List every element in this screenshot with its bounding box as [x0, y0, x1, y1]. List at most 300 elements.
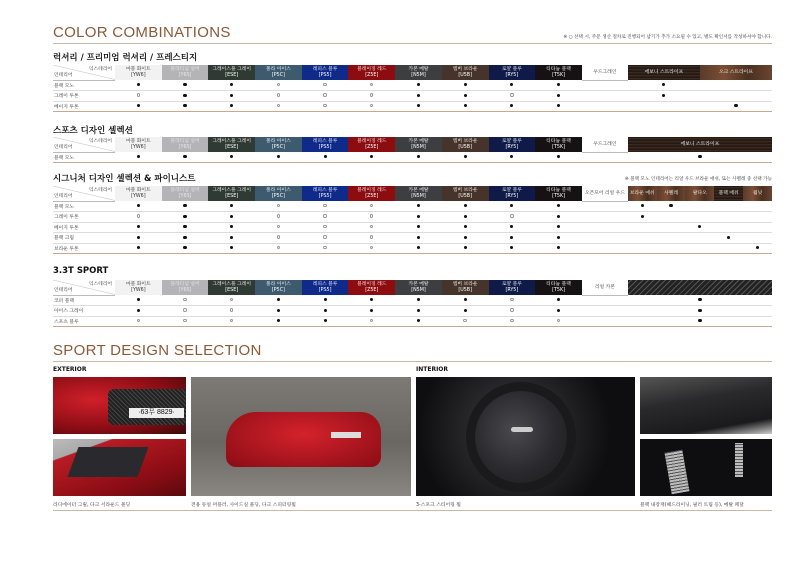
standard-dot-icon [464, 204, 467, 207]
interior-label: 베이지 투톤 [53, 101, 115, 112]
standard-dot-icon [230, 215, 233, 218]
availability-cell [255, 201, 302, 212]
optional-circle-icon [370, 104, 373, 107]
color-code: [Y6S] [178, 287, 192, 293]
standard-dot-icon [183, 236, 186, 239]
availability-cell [442, 201, 489, 212]
interior-axis-label: 인테리어 [54, 194, 73, 199]
wood-availability-cell [628, 233, 657, 244]
wood-availability-cell [628, 212, 657, 223]
availability-cell [442, 212, 489, 223]
color-table [53, 280, 772, 327]
standard-dot-icon [641, 215, 644, 218]
photo-side-molding [53, 439, 186, 496]
availability-cell [115, 295, 162, 306]
table-row [53, 306, 772, 317]
availability-cell [255, 91, 302, 102]
standard-dot-icon [417, 319, 420, 322]
interior-label: 그레이 투톤 [53, 91, 115, 102]
availability-cell [255, 233, 302, 244]
availability-cell [582, 91, 628, 102]
exterior-color-header [489, 280, 536, 295]
interior-label: 블랙 크림 [53, 233, 115, 244]
wood-availability-cell [657, 212, 686, 223]
color-code: [P5C] [271, 193, 285, 199]
availability-cell [348, 306, 395, 317]
table-row [53, 212, 772, 223]
exterior-color-header [302, 65, 349, 80]
color-code: [P5C] [271, 144, 285, 150]
standard-dot-icon [464, 246, 467, 249]
availability-cell [395, 306, 442, 317]
optional-circle-icon [230, 308, 233, 311]
optional-circle-icon [277, 104, 280, 107]
wood-option-header: 팔다오 [685, 186, 714, 201]
color-name: 로얄 블루 [501, 67, 522, 72]
availability-cell [208, 212, 255, 223]
color-code: [YW6] [131, 72, 146, 78]
availability-cell [535, 306, 582, 317]
exterior-color-header [208, 280, 255, 295]
availability-cell [535, 80, 582, 91]
availability-cell [395, 91, 442, 102]
wood-availability-cell [657, 222, 686, 233]
optional-circle-icon [230, 298, 233, 301]
corner-header [53, 137, 115, 152]
optional-circle-icon [370, 93, 373, 96]
color-name: 마블 화이트 [125, 139, 151, 144]
table-row [53, 243, 772, 254]
availability-cell [302, 201, 349, 212]
divider [53, 510, 772, 511]
standard-dot-icon [417, 104, 420, 107]
wood-option-header: 브라운 애쉬 [628, 186, 657, 201]
standard-dot-icon [137, 298, 140, 301]
table-row [53, 222, 772, 233]
wood-availability-cell [657, 243, 686, 254]
photo-steering-wheel [416, 377, 635, 496]
photo-rear-car [191, 377, 411, 496]
interior-axis-label: 인테리어 [54, 145, 73, 150]
availability-cell [395, 212, 442, 223]
availability-cell [535, 152, 582, 163]
standard-dot-icon [557, 236, 560, 239]
standard-dot-icon [417, 83, 420, 86]
availability-cell [302, 316, 349, 327]
color-code: [Z5E] [365, 287, 379, 293]
availability-cell [395, 316, 442, 327]
exterior-color-header [115, 137, 162, 152]
standard-dot-icon [417, 309, 420, 312]
table-row [53, 201, 772, 212]
availability-cell [535, 243, 582, 254]
exterior-color-header [255, 280, 302, 295]
availability-cell [395, 243, 442, 254]
interior-label: 스포츠 블루 [53, 316, 115, 327]
availability-cell [489, 222, 536, 233]
standard-dot-icon [557, 309, 560, 312]
standard-dot-icon [277, 309, 280, 312]
optional-circle-icon [323, 83, 326, 86]
exterior-color-header [489, 137, 536, 152]
standard-dot-icon [230, 83, 233, 86]
standard-dot-icon [417, 204, 420, 207]
wood-availability-cell [685, 243, 714, 254]
wood-type-header: 리얼 카본 [582, 280, 628, 295]
optional-circle-icon [277, 204, 280, 207]
standard-dot-icon [698, 309, 701, 312]
standard-dot-icon [557, 215, 560, 218]
wood-availability-cell [628, 80, 700, 91]
standard-dot-icon [464, 298, 467, 301]
availability-cell [535, 201, 582, 212]
exterior-color-header [115, 65, 162, 80]
availability-cell [208, 306, 255, 317]
color-code: [U5B] [458, 72, 472, 78]
exterior-color-header [395, 137, 442, 152]
availability-cell [162, 233, 209, 244]
wood-availability-cell [628, 295, 772, 306]
window [68, 447, 149, 477]
standard-dot-icon [370, 309, 373, 312]
availability-cell [489, 316, 536, 327]
color-code: [ESE] [225, 72, 239, 78]
interior-label: 블랙 모노 [53, 201, 115, 212]
exterior-color-header [255, 137, 302, 152]
availability-cell [582, 222, 628, 233]
order-note: ※ ○ 선택 시, 주문 생산 절차로 진행되어 납기가 추가 소요될 수 있고, 별도 확인서를 작성하셔야 합니다. [563, 35, 772, 40]
optional-circle-icon [370, 225, 373, 228]
standard-dot-icon [464, 94, 467, 97]
availability-cell [535, 91, 582, 102]
color-name: 레피스 블루 [312, 139, 338, 144]
color-code: [Z5E] [365, 144, 379, 150]
availability-cell [489, 101, 536, 112]
color-code: [T5K] [552, 144, 565, 150]
optional-circle-icon [137, 319, 140, 322]
availability-cell [208, 80, 255, 91]
availability-cell [255, 222, 302, 233]
standard-dot-icon [230, 246, 233, 249]
wood-option-header [628, 280, 772, 295]
standard-dot-icon [557, 225, 560, 228]
availability-cell [489, 243, 536, 254]
wood-availability-cell [685, 222, 714, 233]
exterior-color-header [162, 186, 209, 201]
standard-dot-icon [464, 236, 467, 239]
exterior-color-header [489, 65, 536, 80]
caption-steering: 3-스포크 스티어링 휠 [416, 503, 461, 508]
wood-availability-cell [743, 201, 772, 212]
color-name: 그레이스풀 그레이 [212, 188, 252, 193]
wood-availability-cell [743, 243, 772, 254]
standard-dot-icon [417, 236, 420, 239]
exterior-color-header [442, 137, 489, 152]
color-name: 티타늄 블랙 [546, 67, 571, 72]
standard-dot-icon [370, 155, 373, 158]
wood-option-header: 에보니 스트라이프 [628, 65, 700, 80]
standard-dot-icon [464, 155, 467, 158]
color-code: [Y6S] [178, 144, 192, 150]
sport-design-title: SPORT DESIGN SELECTION [53, 342, 262, 359]
exterior-color-header [162, 280, 209, 295]
divider [53, 43, 772, 44]
standard-dot-icon [137, 204, 140, 207]
availability-cell [582, 152, 628, 163]
standard-dot-icon [557, 83, 560, 86]
availability-cell [489, 152, 536, 163]
wood-option-header: 블랙 애쉬 [714, 186, 743, 201]
optional-circle-icon [557, 319, 560, 322]
standard-dot-icon [183, 94, 186, 97]
wood-availability-cell [628, 152, 772, 163]
wood-option-header: 오크 스트라이프 [700, 65, 772, 80]
availability-cell [442, 316, 489, 327]
wood-type-header: 우드그레인 [582, 65, 628, 80]
standard-dot-icon [557, 204, 560, 207]
color-code: [Z5E] [365, 193, 379, 199]
availability-cell [115, 212, 162, 223]
table-row [53, 295, 772, 306]
optional-circle-icon [323, 104, 326, 107]
exterior-color-header [535, 280, 582, 295]
standard-dot-icon [183, 246, 186, 249]
availability-cell [208, 101, 255, 112]
exterior-color-header [348, 65, 395, 80]
availability-cell [302, 222, 349, 233]
optional-circle-icon [323, 246, 326, 249]
standard-dot-icon [137, 83, 140, 86]
interior-label: 베이지 투톤 [53, 222, 115, 233]
exterior-color-header [208, 65, 255, 80]
availability-cell [302, 233, 349, 244]
availability-cell [442, 295, 489, 306]
availability-cell [208, 201, 255, 212]
availability-cell [535, 222, 582, 233]
availability-cell [582, 306, 628, 317]
availability-cell [208, 316, 255, 327]
optional-circle-icon [323, 235, 326, 238]
standard-dot-icon [557, 298, 560, 301]
standard-dot-icon [510, 236, 513, 239]
availability-cell [489, 80, 536, 91]
availability-cell [115, 91, 162, 102]
exterior-axis-label: 익스테리어 [88, 282, 112, 287]
availability-cell [302, 91, 349, 102]
standard-dot-icon [183, 83, 186, 86]
color-combinations-title: COLOR COMBINATIONS [53, 24, 231, 41]
availability-cell [442, 222, 489, 233]
standard-dot-icon [510, 204, 513, 207]
standard-dot-icon [324, 309, 327, 312]
availability-cell [442, 243, 489, 254]
availability-cell [208, 233, 255, 244]
standard-dot-icon [557, 246, 560, 249]
exterior-color-header [302, 186, 349, 201]
standard-dot-icon [417, 215, 420, 218]
availability-cell [115, 101, 162, 112]
availability-cell [582, 233, 628, 244]
color-code: [RY5] [505, 193, 519, 199]
standard-dot-icon [230, 94, 233, 97]
wood-type-header: 우드그레인 [582, 137, 628, 152]
color-code: [T5K] [552, 193, 565, 199]
standard-dot-icon [510, 155, 513, 158]
exterior-color-header [442, 280, 489, 295]
availability-cell [442, 101, 489, 112]
corner-header [53, 186, 115, 201]
availability-cell [162, 80, 209, 91]
corner-header [53, 280, 115, 295]
wood-availability-cell [628, 91, 700, 102]
standard-dot-icon [230, 104, 233, 107]
availability-cell [208, 295, 255, 306]
color-name: 엠버 브라운 [452, 67, 478, 72]
wood-availability-cell [700, 101, 772, 112]
color-code: [RY5] [505, 287, 519, 293]
color-name: 레피스 블루 [312, 282, 338, 287]
photo-front-grille [53, 377, 186, 434]
color-name: 카본 메탈 [408, 188, 429, 193]
exterior-color-header [395, 280, 442, 295]
availability-cell [348, 212, 395, 223]
color-name: 폴라 아이스 [266, 188, 291, 193]
color-name: 마블 화이트 [125, 188, 151, 193]
color-code: [P5C] [271, 72, 285, 78]
exterior-color-header [489, 186, 536, 201]
wood-availability-cell [628, 243, 657, 254]
optional-circle-icon [277, 93, 280, 96]
exterior-color-header [348, 280, 395, 295]
wood-availability-cell [685, 201, 714, 212]
availability-cell [162, 152, 209, 163]
standard-dot-icon [756, 246, 759, 249]
availability-cell [302, 243, 349, 254]
availability-cell [582, 101, 628, 112]
wood-availability-cell [743, 222, 772, 233]
color-code: [RY5] [505, 72, 519, 78]
availability-cell [302, 80, 349, 91]
wood-option-header: 월넛 [743, 186, 772, 201]
color-name: 티타늄 블랙 [546, 139, 571, 144]
exterior-color-header [302, 137, 349, 152]
availability-cell [582, 80, 628, 91]
wood-availability-cell [714, 243, 743, 254]
standard-dot-icon [137, 155, 140, 158]
wood-availability-cell [628, 316, 772, 327]
color-name: 레피스 블루 [312, 67, 338, 72]
exterior-color-header [255, 186, 302, 201]
color-name: 마블 화이트 [125, 67, 151, 72]
color-name: 카본 메탈 [408, 139, 429, 144]
exterior-color-header [162, 137, 209, 152]
optional-circle-icon [230, 319, 233, 322]
standard-dot-icon [417, 225, 420, 228]
optional-circle-icon [183, 308, 186, 311]
standard-dot-icon [277, 298, 280, 301]
optional-circle-icon [510, 214, 513, 217]
availability-cell [582, 201, 628, 212]
optional-circle-icon [370, 235, 373, 238]
availability-cell [489, 306, 536, 317]
wood-availability-cell [628, 201, 657, 212]
color-name: 그레이스풀 그레이 [212, 67, 252, 72]
availability-cell [489, 91, 536, 102]
car-body [226, 412, 381, 467]
availability-cell [348, 222, 395, 233]
standard-dot-icon [137, 246, 140, 249]
exterior-color-header [302, 280, 349, 295]
corner-header [53, 65, 115, 80]
availability-cell [489, 212, 536, 223]
color-code: [PS5] [318, 193, 332, 199]
exterior-color-header [162, 65, 209, 80]
exterior-color-header [535, 65, 582, 80]
color-name: 티타늄 블랙 [546, 188, 571, 193]
availability-cell [395, 152, 442, 163]
availability-cell [348, 91, 395, 102]
color-name: 플래티넘 실버 [170, 67, 200, 72]
exterior-color-header [395, 65, 442, 80]
wood-availability-cell [657, 233, 686, 244]
availability-cell [535, 295, 582, 306]
availability-cell [489, 233, 536, 244]
color-name: 블레이징 레드 [357, 139, 387, 144]
optional-circle-icon [510, 319, 513, 322]
standard-dot-icon [277, 319, 280, 322]
color-code: [PS5] [318, 72, 332, 78]
exterior-color-header [442, 186, 489, 201]
color-table [53, 137, 772, 163]
availability-cell [115, 201, 162, 212]
availability-cell [115, 152, 162, 163]
standard-dot-icon [641, 204, 644, 207]
availability-cell [302, 295, 349, 306]
availability-cell [255, 306, 302, 317]
standard-dot-icon [464, 309, 467, 312]
color-name: 엠버 브라운 [452, 282, 478, 287]
availability-cell [582, 212, 628, 223]
color-name: 폴라 아이스 [266, 282, 291, 287]
color-name: 엠버 브라운 [452, 188, 478, 193]
color-code: [Z5E] [365, 72, 379, 78]
caption-interior: 블랙 내장재(헤드라이닝, 필러 트림 등), 메탈 페달 [640, 503, 744, 508]
standard-dot-icon [183, 155, 186, 158]
wood-option-header: 사펠레 [657, 186, 686, 201]
availability-cell [208, 222, 255, 233]
exterior-color-header [535, 186, 582, 201]
standard-dot-icon [510, 225, 513, 228]
optional-circle-icon [370, 214, 373, 217]
availability-cell [115, 80, 162, 91]
table-row [53, 316, 772, 327]
license-plate: ·63무 8829· [129, 408, 184, 418]
color-code: [PS5] [318, 287, 332, 293]
exterior-color-header [115, 186, 162, 201]
exterior-axis-label: 익스테리어 [88, 139, 112, 144]
exterior-axis-label: 익스테리어 [88, 67, 112, 72]
standard-dot-icon [417, 298, 420, 301]
color-name: 플래티넘 실버 [170, 282, 200, 287]
availability-cell [442, 306, 489, 317]
wood-availability-cell [628, 222, 657, 233]
color-code: [N5M] [411, 144, 426, 150]
availability-cell [348, 201, 395, 212]
interior-axis-label: 인테리어 [54, 288, 73, 293]
color-code: [RY5] [505, 144, 519, 150]
wood-availability-cell [743, 233, 772, 244]
standard-dot-icon [510, 104, 513, 107]
